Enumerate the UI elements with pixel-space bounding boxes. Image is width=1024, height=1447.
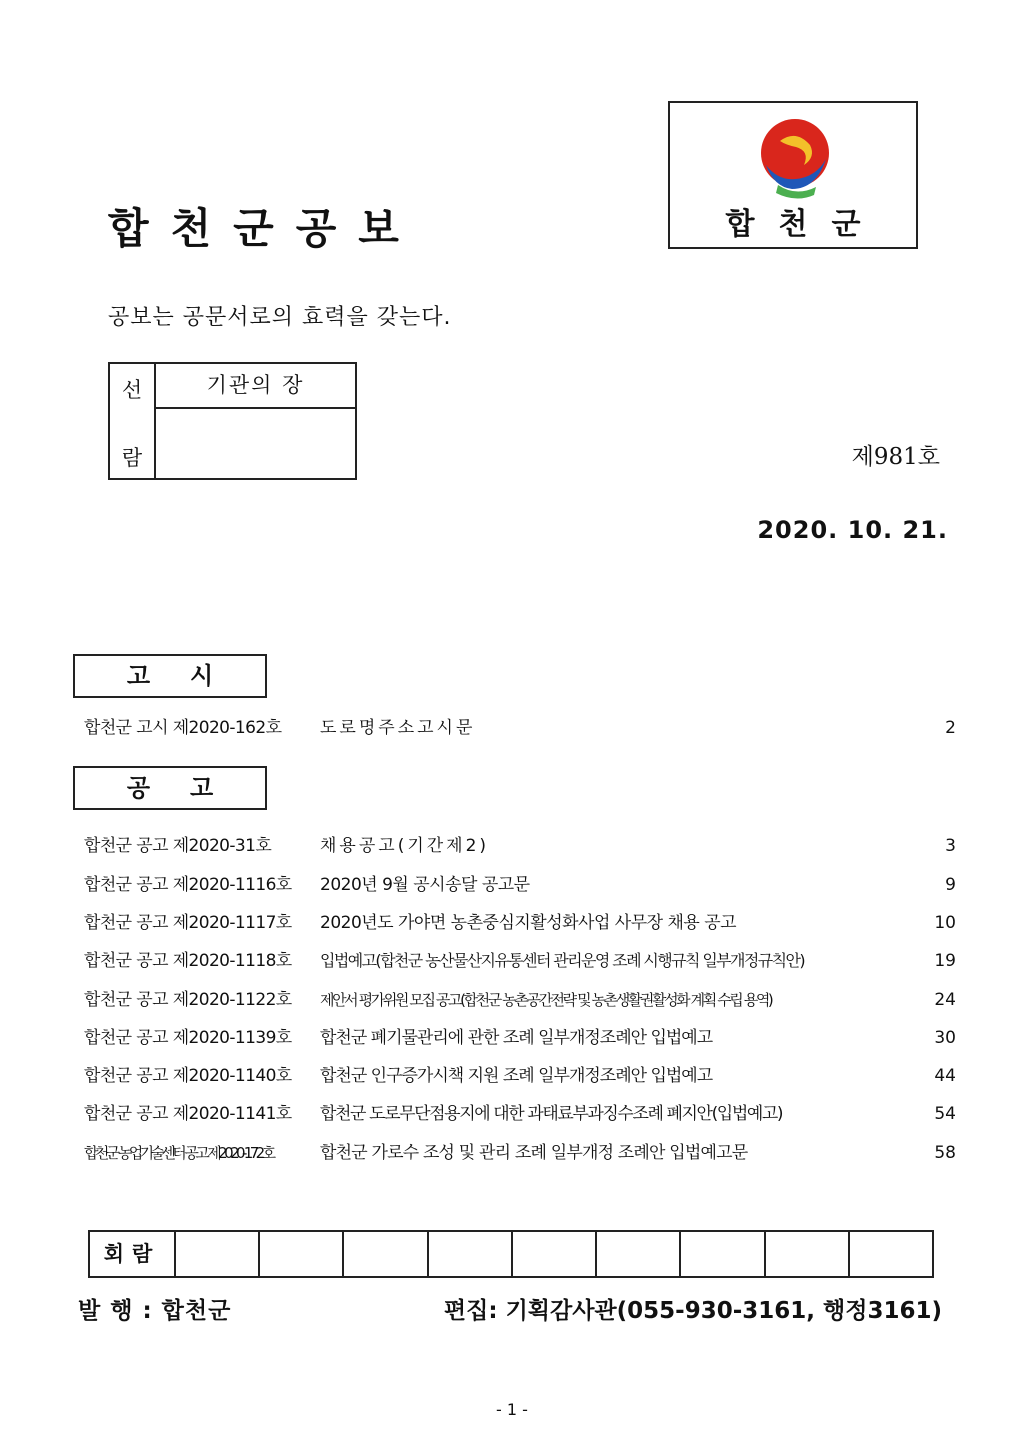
circulation-cell	[850, 1232, 932, 1276]
approval-left-bottom: 람	[121, 446, 143, 470]
toc-page: 2	[945, 718, 956, 738]
circulation-label: 회람	[90, 1232, 176, 1276]
toc-row[interactable]	[84, 1061, 956, 1091]
toc-row[interactable]	[84, 946, 956, 976]
toc-number: 합천군 공고 제2020-31호	[84, 836, 272, 856]
toc-row[interactable]	[84, 908, 956, 938]
toc-page: 3	[945, 836, 956, 856]
toc-number: 합천군 공고 제2020-1118호	[84, 951, 292, 971]
circulation-cell	[766, 1232, 850, 1276]
page-number: - 1 -	[496, 1400, 528, 1419]
circulation-cell	[176, 1232, 260, 1276]
toc-number: 합천군 공고 제2020-1117호	[84, 913, 292, 933]
circulation-cell	[513, 1232, 597, 1276]
toc-page: 30	[934, 1028, 956, 1048]
toc-page: 19	[934, 951, 956, 971]
toc-row[interactable]	[84, 831, 956, 861]
toc-number: 합천군 농업기술센터 공고 제2020-172호	[84, 1144, 273, 1162]
toc-title: 2020년도 가야면 농촌중심지활성화사업 사무장 채용 공고	[320, 913, 737, 933]
toc-row[interactable]	[84, 1138, 956, 1168]
approval-box	[108, 362, 357, 480]
toc-title: 2020년 9월 공시송달 공고문	[320, 875, 530, 895]
toc-title: 합천군 폐기물관리에 관한 조례 일부개정조례안 입법예고	[320, 1028, 713, 1048]
toc-title: 도로명주소고시문	[320, 718, 476, 738]
approval-left-column	[110, 364, 156, 478]
county-logo-name: 합천군	[725, 207, 885, 242]
section-announcements-heading: 공고	[73, 766, 267, 810]
tagline: 공보는 공문서로의 효력을 갖는다.	[108, 305, 452, 330]
issue-number: 제981호	[851, 444, 940, 470]
toc-page: 44	[934, 1066, 956, 1086]
toc-page: 10	[934, 913, 956, 933]
bulletin-title: 합천군공보	[108, 204, 421, 253]
toc-number: 합천군 공고 제2020-1139호	[84, 1028, 292, 1048]
toc-row[interactable]	[84, 1023, 956, 1053]
toc-page: 58	[934, 1143, 956, 1163]
toc-page: 54	[934, 1104, 956, 1124]
circulation-cell	[597, 1232, 681, 1276]
county-emblem-icon	[756, 115, 834, 205]
approval-header: 기관의 장	[156, 364, 355, 409]
toc-title: 합천군 도로무단점용지에 대한 과태료부과징수조례 폐지안(입법예고)	[320, 1104, 783, 1124]
issue-date: 2020. 10. 21.	[757, 516, 948, 544]
approval-left-top: 선	[121, 378, 143, 402]
section-notices-heading: 고시	[73, 654, 267, 698]
toc-title: 입법예고(합천군 농산물산지유통센터 관리운영 조례 시행규칙 일부개정규칙안)	[320, 951, 804, 970]
circulation-cell	[429, 1232, 513, 1276]
editor-contact: 편집: 기획감사관(055-930-3161, 행정3161)	[443, 1298, 942, 1324]
toc-title: 제안서 평가위원 모집 공고(합천군 농촌공간전략 및 농촌생활권활성화 계획 수립 용역)	[320, 991, 772, 1009]
circulation-cell	[344, 1232, 428, 1276]
toc-number: 합천군 공고 제2020-1141호	[84, 1104, 292, 1124]
circulation-cell	[260, 1232, 344, 1276]
toc-title: 합천군 인구증가시책 지원 조례 일부개정조례안 입법예고	[320, 1066, 713, 1086]
toc-row[interactable]	[84, 870, 956, 900]
county-logo-box	[668, 101, 918, 249]
toc-row[interactable]	[84, 713, 956, 743]
toc-title: 합천군 가로수 조성 및 관리 조례 일부개정 조례안 입법예고문	[320, 1143, 748, 1163]
publisher: 발 행 : 합천군	[78, 1298, 232, 1324]
toc-page: 24	[934, 990, 956, 1010]
toc-number: 합천군 고시 제2020-162호	[84, 718, 282, 738]
circulation-cell	[681, 1232, 765, 1276]
circulation-table	[88, 1230, 934, 1278]
toc-row[interactable]	[84, 1099, 956, 1129]
toc-number: 합천군 공고 제2020-1140호	[84, 1066, 292, 1086]
toc-title: 채용공고(기간제2)	[320, 836, 490, 856]
toc-row[interactable]	[84, 985, 956, 1015]
toc-page: 9	[945, 875, 956, 895]
toc-number: 합천군 공고 제2020-1116호	[84, 875, 292, 895]
toc-number: 합천군 공고 제2020-1122호	[84, 990, 292, 1010]
